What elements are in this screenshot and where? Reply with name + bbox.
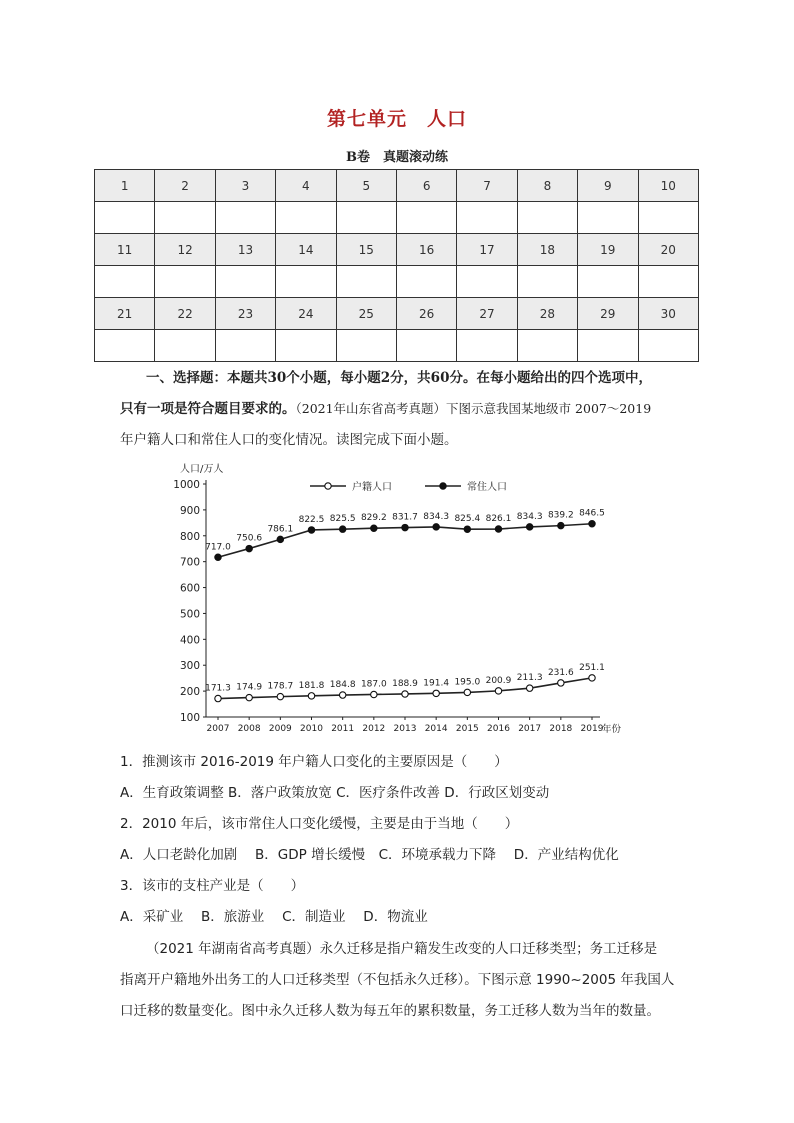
answer-number: 23 bbox=[215, 298, 275, 330]
y-tick-label: 800 bbox=[179, 530, 200, 543]
answer-cell[interactable] bbox=[276, 202, 336, 234]
answer-cell[interactable] bbox=[638, 330, 698, 362]
x-tick-label: 2016 bbox=[487, 724, 510, 734]
data-label: 834.3 bbox=[423, 511, 450, 522]
x-tick-label: 2007 bbox=[206, 724, 230, 734]
answer-cell[interactable] bbox=[578, 202, 638, 234]
answer-number: 17 bbox=[457, 234, 517, 266]
data-label: 839.2 bbox=[547, 510, 574, 521]
answer-number: 12 bbox=[155, 234, 215, 266]
data-point bbox=[526, 685, 532, 691]
data-point bbox=[464, 526, 470, 532]
answer-number: 10 bbox=[638, 170, 698, 202]
data-label: 200.9 bbox=[485, 675, 512, 686]
legend-marker bbox=[325, 483, 331, 489]
data-point bbox=[433, 524, 439, 530]
data-point bbox=[558, 522, 564, 528]
y-tick-label: 500 bbox=[179, 608, 200, 621]
data-point bbox=[308, 693, 314, 699]
answer-cell[interactable] bbox=[95, 330, 155, 362]
data-label: 174.9 bbox=[236, 682, 263, 693]
answer-number: 9 bbox=[578, 170, 638, 202]
answer-number: 13 bbox=[215, 234, 275, 266]
data-point bbox=[402, 691, 408, 697]
answer-number: 21 bbox=[95, 298, 155, 330]
data-label: 825.5 bbox=[329, 514, 356, 525]
section-heading-line1: 一、选择题：本题共30个小题，每小题2分，共60分。在每小题给出的四个选项中， bbox=[146, 370, 652, 386]
answer-cell[interactable] bbox=[517, 330, 577, 362]
data-label: 831.7 bbox=[392, 512, 418, 523]
passage2-line2: 指离开户籍地外出务工的人口迁移类型（不包括永久迁移）。下图示意 1990~2005 年我国人 bbox=[120, 972, 675, 988]
data-point bbox=[495, 688, 501, 694]
data-point bbox=[371, 691, 377, 697]
data-label: 171.3 bbox=[205, 683, 231, 694]
data-point bbox=[589, 675, 595, 681]
population-line-chart bbox=[170, 462, 640, 737]
answer-number: 7 bbox=[457, 170, 517, 202]
data-point bbox=[526, 524, 532, 530]
data-label: 181.8 bbox=[298, 680, 325, 691]
data-point bbox=[402, 524, 408, 530]
answer-number: 19 bbox=[578, 234, 638, 266]
answer-number: 29 bbox=[578, 298, 638, 330]
data-label: 826.1 bbox=[485, 514, 512, 525]
data-label: 184.8 bbox=[329, 680, 356, 691]
answer-number: 30 bbox=[638, 298, 698, 330]
chart-plot-area bbox=[205, 509, 605, 702]
passage2-line1: （2021 年湖南省高考真题）永久迁移是指户籍发生改变的人口迁移类型；务工迁移是 bbox=[146, 941, 658, 957]
section-heading-line2: 只有一项是符合题目要求的。 bbox=[120, 401, 296, 417]
answer-cell[interactable] bbox=[638, 202, 698, 234]
answer-cell[interactable] bbox=[215, 266, 275, 298]
x-axis-label: 年份 bbox=[602, 724, 622, 735]
chart-legend bbox=[310, 480, 507, 493]
x-tick-label: 2012 bbox=[362, 724, 386, 734]
data-label: 829.2 bbox=[360, 513, 387, 524]
y-tick-label: 100 bbox=[179, 712, 200, 724]
answer-cell[interactable] bbox=[215, 330, 275, 362]
answer-number: 28 bbox=[517, 298, 577, 330]
question-1-stem: 1．推测该市 2016-2019 年户籍人口变化的主要原因是（ ） bbox=[120, 754, 508, 770]
y-tick-label: 200 bbox=[179, 686, 200, 699]
data-point bbox=[495, 526, 501, 532]
answer-cell[interactable] bbox=[396, 266, 456, 298]
data-label: 211.3 bbox=[516, 673, 543, 684]
answer-number: 26 bbox=[396, 298, 456, 330]
data-point bbox=[215, 554, 221, 560]
data-point bbox=[246, 694, 252, 700]
legend-label: 常住人口 bbox=[467, 482, 507, 493]
intro-line3: 年户籍人口和常住人口的变化情况。读图完成下面小题。 bbox=[120, 432, 458, 448]
data-point bbox=[371, 525, 377, 531]
answer-number: 20 bbox=[638, 234, 698, 266]
answer-number: 6 bbox=[396, 170, 456, 202]
y-tick-label: 300 bbox=[179, 660, 200, 673]
data-label: 717.0 bbox=[205, 542, 231, 553]
answer-cell[interactable] bbox=[155, 330, 215, 362]
answer-number: 24 bbox=[276, 298, 336, 330]
legend-label: 户籍人口 bbox=[352, 482, 392, 493]
answer-number: 15 bbox=[336, 234, 396, 266]
data-label: 825.4 bbox=[454, 514, 481, 525]
passage2-line3: 口迁移的数量变化。图中永久迁移人数为每五年的累积数量，务工迁移人数为当年的数量。 bbox=[120, 1003, 660, 1019]
x-tick-label: 2009 bbox=[268, 724, 292, 734]
data-label: 834.3 bbox=[516, 511, 543, 522]
answer-cell[interactable] bbox=[578, 330, 638, 362]
y-tick-label: 700 bbox=[179, 556, 200, 569]
data-point bbox=[339, 526, 345, 532]
question-3-options: A．采矿业 B．旅游业 C．制造业 D．物流业 bbox=[120, 909, 428, 925]
answer-number: 4 bbox=[276, 170, 336, 202]
data-point bbox=[215, 695, 221, 701]
question-1-options: A．生育政策调整 B．落户政策放宽 C．医疗条件改善 D．行政区划变动 bbox=[120, 785, 550, 801]
x-tick-label: 2018 bbox=[549, 724, 573, 734]
data-point bbox=[589, 521, 595, 527]
answer-cell[interactable] bbox=[276, 266, 336, 298]
answer-cell[interactable] bbox=[336, 330, 396, 362]
answer-number: 22 bbox=[155, 298, 215, 330]
question-3-stem: 3．该市的支柱产业是（ ） bbox=[120, 878, 305, 894]
answer-cell[interactable] bbox=[457, 266, 517, 298]
legend-marker bbox=[440, 483, 446, 489]
page-title: 第七单元 人口 bbox=[326, 108, 467, 130]
answer-number: 3 bbox=[215, 170, 275, 202]
section-heading bbox=[146, 368, 698, 388]
y-tick-label: 600 bbox=[179, 582, 200, 595]
answer-number: 5 bbox=[336, 170, 396, 202]
answer-cell[interactable] bbox=[155, 266, 215, 298]
data-point bbox=[339, 692, 345, 698]
data-label: 188.9 bbox=[392, 678, 418, 689]
answer-cell[interactable] bbox=[276, 330, 336, 362]
answer-cell[interactable] bbox=[215, 202, 275, 234]
answer-cell[interactable] bbox=[517, 266, 577, 298]
answer-cell[interactable] bbox=[638, 266, 698, 298]
question-2-options: A．人口老龄化加剧 B．GDP 增长缓慢 C．环境承载力下降 D．产业结构优化 bbox=[120, 847, 619, 863]
x-tick-label: 2010 bbox=[300, 724, 323, 734]
data-label: 846.5 bbox=[579, 508, 605, 519]
answer-cell[interactable] bbox=[336, 266, 396, 298]
answer-number: 1 bbox=[95, 170, 155, 202]
answer-cell[interactable] bbox=[155, 202, 215, 234]
y-tick-label: 400 bbox=[179, 634, 200, 647]
answer-cell[interactable] bbox=[336, 202, 396, 234]
question-2-stem: 2．2010 年后，该市常住人口变化缓慢，主要是由于当地（ ） bbox=[120, 816, 519, 832]
section-heading-line2-wrap bbox=[120, 399, 698, 419]
answer-number: 25 bbox=[336, 298, 396, 330]
y-axis-label: 人口/万人 bbox=[180, 464, 224, 475]
data-point bbox=[277, 693, 283, 699]
answer-number: 11 bbox=[95, 234, 155, 266]
data-point bbox=[308, 527, 314, 533]
data-label: 822.5 bbox=[298, 514, 325, 525]
page-subtitle: B卷 真题滚动练 bbox=[346, 150, 448, 165]
intro-text: （2021年山东省高考真题）下图示意我国某地级市 2007～2019 bbox=[295, 401, 652, 416]
data-point bbox=[277, 536, 283, 542]
x-tick-label: 2015 bbox=[455, 724, 479, 734]
x-tick-label: 2019 bbox=[580, 724, 604, 734]
answer-cell[interactable] bbox=[95, 266, 155, 298]
data-point bbox=[558, 680, 564, 686]
data-label: 195.0 bbox=[454, 677, 481, 688]
x-tick-label: 2013 bbox=[393, 724, 417, 734]
answer-cell[interactable] bbox=[457, 330, 517, 362]
data-label: 750.6 bbox=[236, 533, 263, 544]
answer-number: 18 bbox=[517, 234, 577, 266]
data-label: 251.1 bbox=[579, 662, 605, 673]
y-tick-label: 1000 bbox=[173, 479, 200, 491]
data-label: 178.7 bbox=[267, 681, 294, 692]
x-tick-label: 2017 bbox=[518, 724, 542, 734]
data-label: 191.4 bbox=[423, 678, 450, 689]
x-tick-label: 2014 bbox=[424, 724, 448, 734]
answer-cell[interactable] bbox=[517, 202, 577, 234]
data-point bbox=[464, 689, 470, 695]
answer-number: 27 bbox=[457, 298, 517, 330]
answer-number: 14 bbox=[276, 234, 336, 266]
answer-number: 8 bbox=[517, 170, 577, 202]
answer-cell[interactable] bbox=[396, 330, 456, 362]
data-label: 786.1 bbox=[267, 524, 294, 535]
answer-number: 16 bbox=[396, 234, 456, 266]
y-tick-label: 900 bbox=[179, 504, 200, 517]
data-point bbox=[433, 690, 439, 696]
answer-cell[interactable] bbox=[457, 202, 517, 234]
answer-cell[interactable] bbox=[578, 266, 638, 298]
data-label: 231.6 bbox=[547, 667, 574, 678]
answer-cell[interactable] bbox=[396, 202, 456, 234]
data-label: 187.0 bbox=[360, 679, 387, 690]
data-point bbox=[246, 545, 252, 551]
x-tick-label: 2008 bbox=[237, 724, 261, 734]
x-tick-label: 2011 bbox=[331, 724, 355, 734]
answer-cell[interactable] bbox=[95, 202, 155, 234]
answer-table bbox=[94, 169, 699, 362]
answer-number: 2 bbox=[155, 170, 215, 202]
